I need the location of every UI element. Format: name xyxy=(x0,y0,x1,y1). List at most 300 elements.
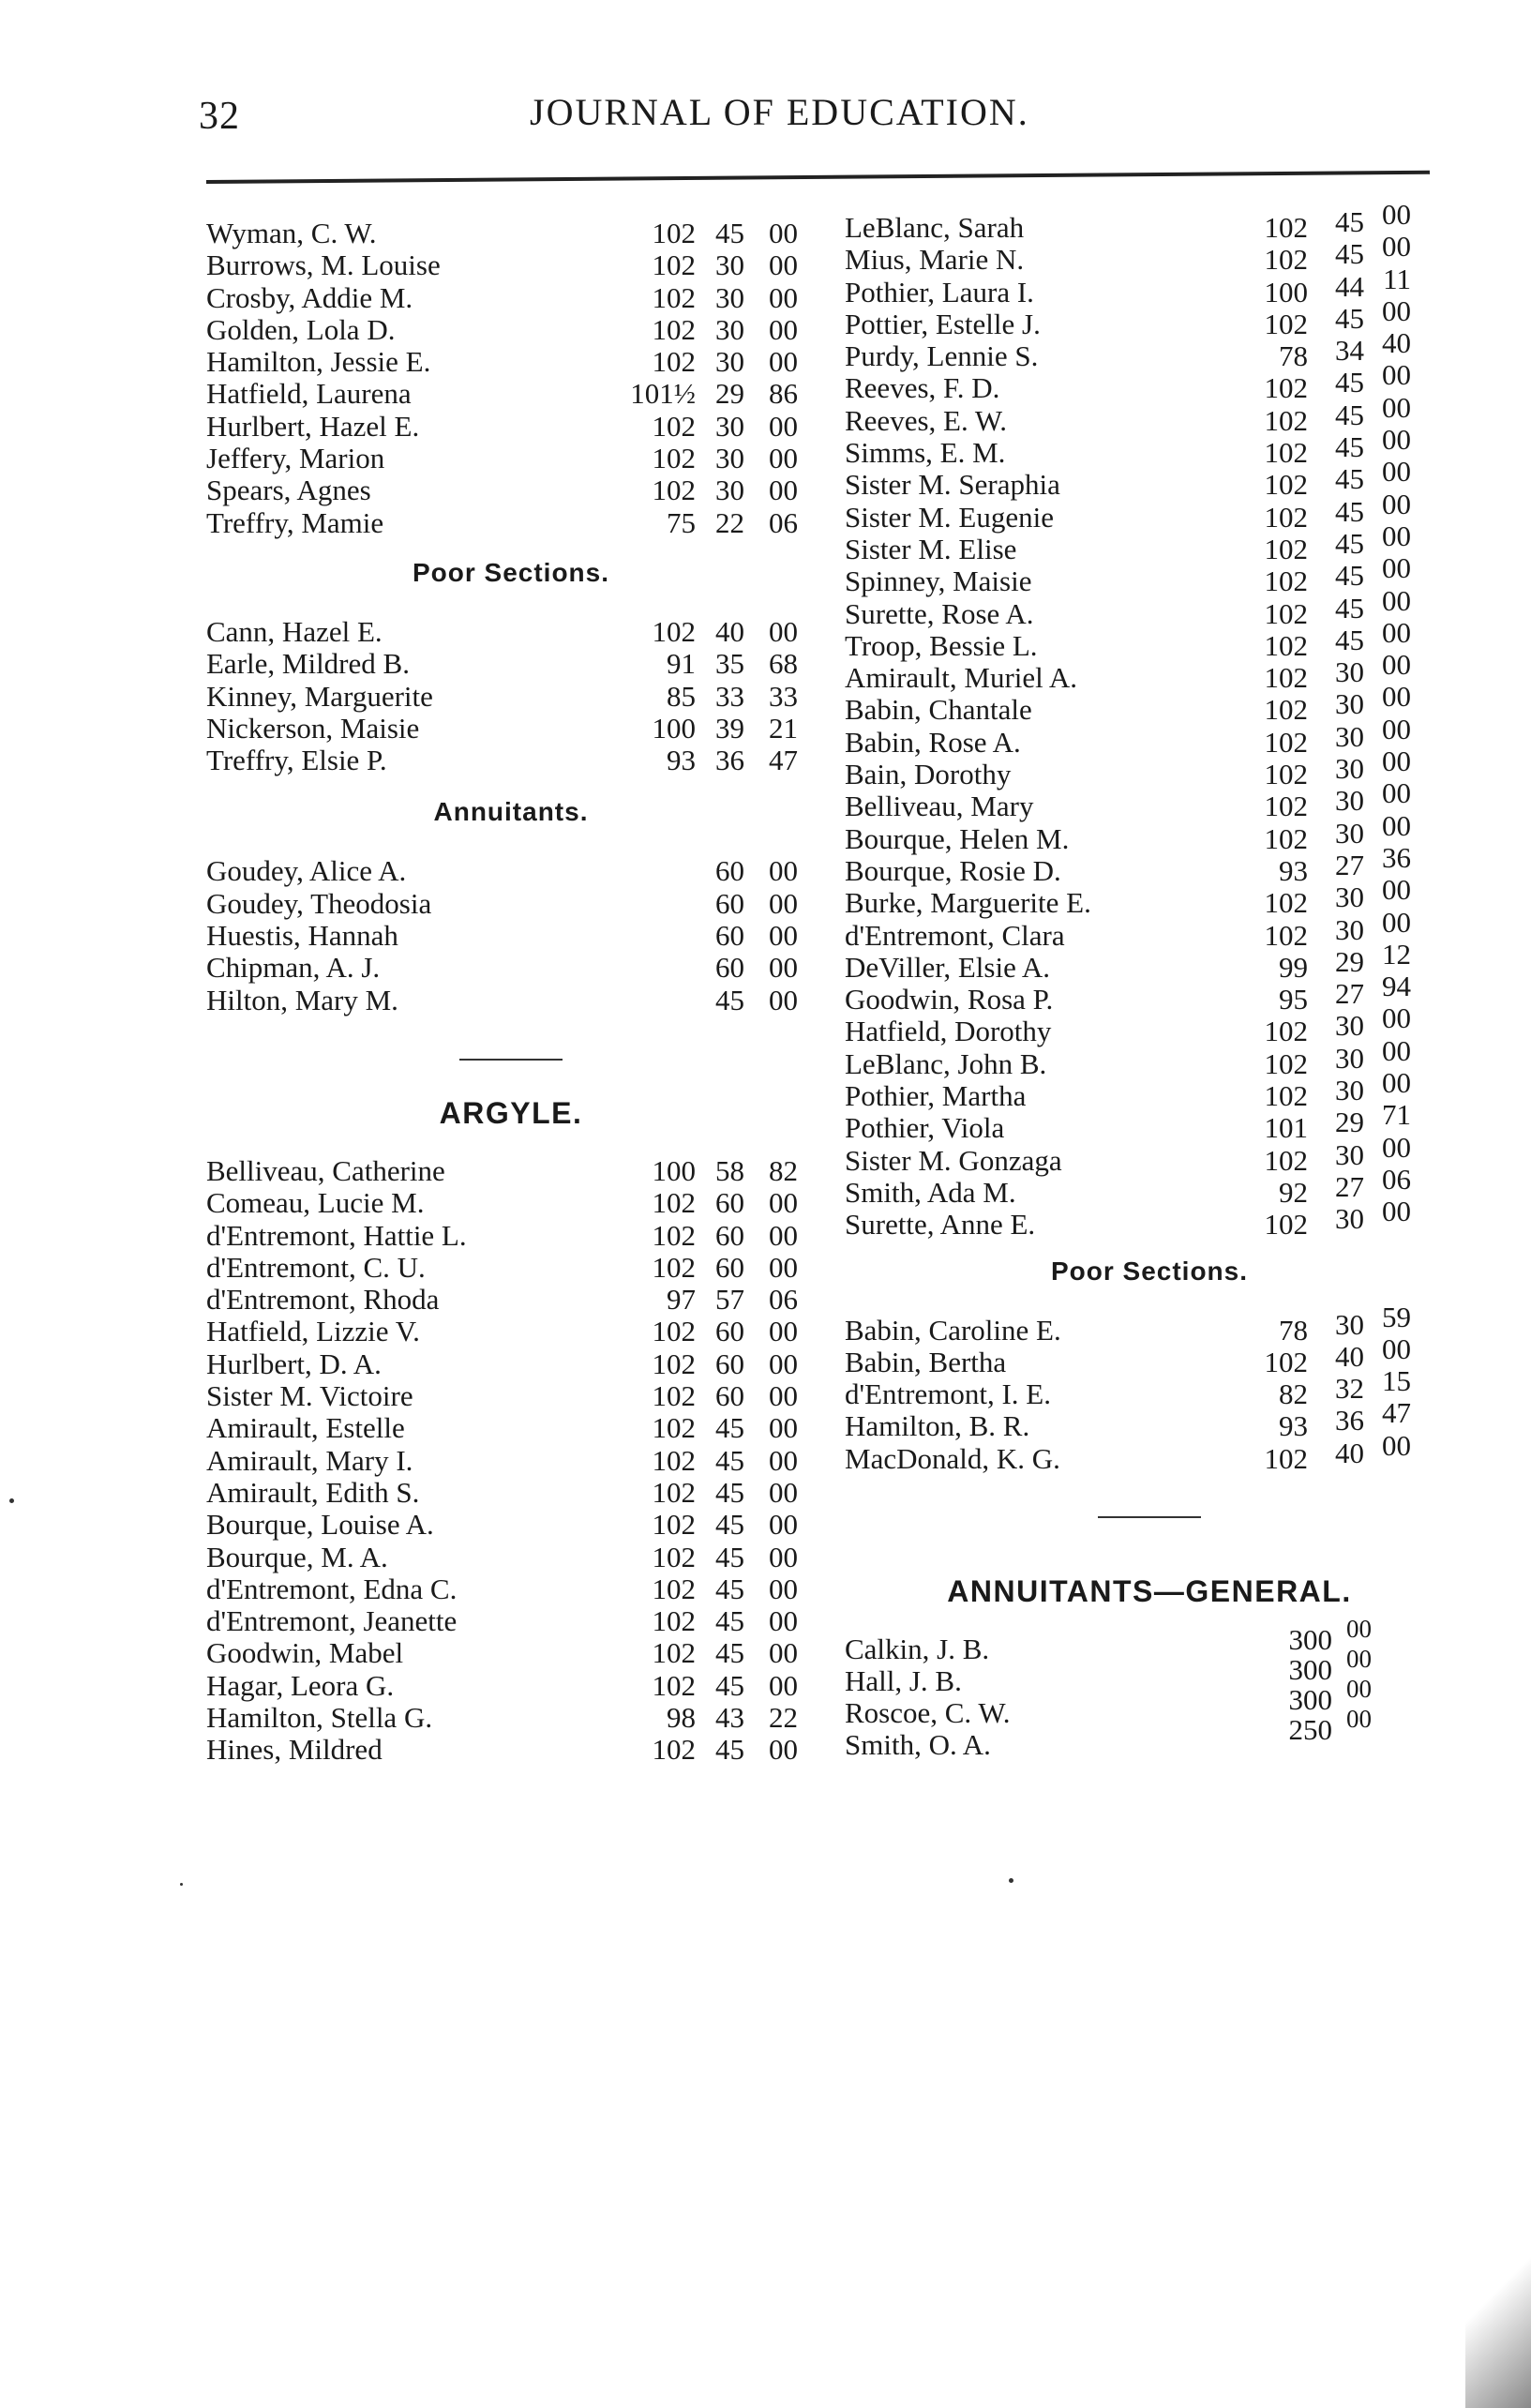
scan-speck xyxy=(1009,1878,1013,1883)
entry-cents: 00 xyxy=(769,951,798,985)
entry-amount: 45 xyxy=(715,1540,744,1573)
entry-name: Babin, Chantale xyxy=(845,693,1032,727)
list-row xyxy=(206,1284,816,1316)
entry-days: 101½ xyxy=(630,377,696,411)
entry-amount: 45 xyxy=(1335,559,1364,593)
entry-amount: 60 xyxy=(715,1379,744,1413)
entry-name: Golden, Lola D. xyxy=(206,312,396,346)
entry-cents: 00 xyxy=(1346,1704,1372,1733)
entry-days: 102 xyxy=(1264,436,1308,470)
entry-cents: 06 xyxy=(769,1283,798,1317)
entry-cents: 00 xyxy=(769,1668,798,1702)
entry-cents: 00 xyxy=(1382,583,1411,617)
list-row xyxy=(206,1477,816,1509)
entry-cents: 00 xyxy=(769,919,798,953)
entry-cents: 00 xyxy=(769,1475,798,1509)
entry-days: 102 xyxy=(652,1508,696,1542)
entry-amount: 60 xyxy=(715,1347,744,1380)
entry-amount: 30 xyxy=(1335,816,1364,850)
entry-cents: 00 xyxy=(769,886,798,920)
entry-days: 102 xyxy=(652,345,696,379)
entry-name: Bourque, Louise A. xyxy=(206,1508,434,1542)
entry-cents: 00 xyxy=(1382,1195,1411,1228)
entry-days: 102 xyxy=(1264,564,1308,598)
entry-amount: 30 xyxy=(1335,1041,1364,1075)
entry-name: Pottier, Estelle J. xyxy=(845,307,1041,340)
list-row xyxy=(206,314,816,346)
entry-name: Mius, Marie N. xyxy=(845,243,1025,277)
entry-amount: 60 xyxy=(715,951,744,985)
entry-amount: 45 xyxy=(715,1733,744,1767)
entry-cents: 06 xyxy=(769,505,798,539)
list-row xyxy=(206,952,816,984)
entry-amount: 43 xyxy=(715,1700,744,1734)
entry-cents: 00 xyxy=(1382,1428,1411,1462)
entry-cents: 00 xyxy=(1346,1614,1372,1643)
entry-cents: 06 xyxy=(1382,1162,1411,1196)
entry-amount: 36 xyxy=(1335,1404,1364,1437)
entry-days: 93 xyxy=(667,744,696,777)
entry-name: Nickerson, Maisie xyxy=(206,711,420,745)
list-row xyxy=(206,378,816,410)
entry-amount: 45 xyxy=(1335,205,1364,238)
entry-amount: 30 xyxy=(715,409,744,443)
entry-days: 102 xyxy=(652,1604,696,1638)
list-row xyxy=(206,1316,816,1347)
entry-name: Chipman, A. J. xyxy=(206,951,381,985)
entry-cents: 86 xyxy=(769,377,798,411)
entry-days: 102 xyxy=(1264,918,1308,952)
entry-name: Amirault, Mary I. xyxy=(206,1443,413,1477)
spacer xyxy=(206,588,816,616)
list-row xyxy=(206,443,816,474)
section-divider xyxy=(1098,1516,1201,1518)
entry-cents: 22 xyxy=(769,1700,798,1734)
entry-days: 82 xyxy=(1279,1377,1308,1411)
entry-amount: 45 xyxy=(1335,237,1364,271)
entry-amount: 45 xyxy=(1335,398,1364,431)
entry-name: Purdy, Lennie S. xyxy=(845,339,1039,373)
entry-days: 97 xyxy=(667,1283,696,1317)
entry-days: 102 xyxy=(652,1733,696,1767)
entry-name: Hatfield, Lizzie V. xyxy=(206,1315,420,1348)
entry-cents: 00 xyxy=(769,1572,798,1605)
entry-name: Spinney, Maisie xyxy=(845,564,1032,598)
entry-amount: 35 xyxy=(715,647,744,681)
entry-cents: 47 xyxy=(1382,1396,1411,1430)
entry-cents: 00 xyxy=(1382,551,1411,585)
entry-amount: 34 xyxy=(1335,334,1364,368)
list-row xyxy=(206,1348,816,1380)
entry-amount: 45 xyxy=(715,1604,744,1638)
entry-name: Simms, E. M. xyxy=(845,436,1006,470)
entry-days: 98 xyxy=(667,1700,696,1734)
entry-amount: 45 xyxy=(715,1572,744,1605)
entry-cents: 15 xyxy=(1382,1364,1411,1398)
entry-name: Pothier, Laura I. xyxy=(845,275,1034,309)
entry-name: Hatfield, Laurena xyxy=(206,377,412,411)
list-row xyxy=(206,920,816,952)
list-row xyxy=(206,1509,816,1541)
entry-days: 102 xyxy=(652,474,696,507)
entry-days: 102 xyxy=(652,1443,696,1477)
entry-amount: 30 xyxy=(1335,880,1364,914)
entry-amount: 30 xyxy=(1335,1307,1364,1341)
entry-cents: 00 xyxy=(769,1379,798,1413)
entry-amount: 40 xyxy=(1335,1436,1364,1469)
list-row xyxy=(206,1702,816,1734)
entry-cents: 00 xyxy=(769,1733,798,1767)
entry-days: 85 xyxy=(667,679,696,713)
entry-name: Huestis, Hannah xyxy=(206,919,398,953)
entry-days: 102 xyxy=(1264,1441,1308,1475)
entry-cents: 00 xyxy=(769,409,798,443)
entry-name: d'Entremont, Clara xyxy=(845,918,1065,952)
entry-amount: 27 xyxy=(1335,1169,1364,1203)
entry-days: 102 xyxy=(1264,371,1308,405)
entry-name: Pothier, Martha xyxy=(845,1079,1027,1113)
entry-amount: 45 xyxy=(1335,623,1364,656)
entry-amount: 45 xyxy=(1335,430,1364,464)
entry-days: 101 xyxy=(1264,1111,1308,1145)
entry-name: Reeves, E. W. xyxy=(845,403,1008,437)
entry-days: 99 xyxy=(1279,950,1308,984)
spacer xyxy=(206,1016,816,1059)
entry-cents: 00 xyxy=(769,1250,798,1284)
annuitants-general-list xyxy=(845,1614,1454,1761)
list-row xyxy=(206,855,816,887)
entry-amount: 30 xyxy=(1335,655,1364,689)
entry-amount: 30 xyxy=(715,442,744,475)
entry-cents: 00 xyxy=(1346,1674,1372,1703)
list-row xyxy=(206,1220,816,1252)
spacer xyxy=(206,1061,816,1096)
entry-days: 93 xyxy=(1279,853,1308,887)
list-row xyxy=(206,1155,816,1187)
entry-amount: 22 xyxy=(715,505,744,539)
entry-name: Smith, Ada M. xyxy=(845,1175,1016,1209)
entry-cents: 00 xyxy=(769,1347,798,1380)
entry-name: Amirault, Edith S. xyxy=(206,1475,420,1509)
entry-days: 102 xyxy=(652,442,696,475)
entry-days: 102 xyxy=(1264,468,1308,502)
entry-cents: 00 xyxy=(769,1604,798,1638)
entry-cents: 00 xyxy=(1382,680,1411,714)
spacer xyxy=(206,539,816,558)
entry-amount: 300 xyxy=(1288,1622,1332,1656)
entry-amount: 45 xyxy=(1335,462,1364,496)
entry-name: Cann, Hazel E. xyxy=(206,614,383,648)
list-row xyxy=(206,1252,816,1284)
entry-cents: 00 xyxy=(769,248,798,282)
list-row xyxy=(206,282,816,314)
entry-days: 102 xyxy=(1264,532,1308,565)
list-row xyxy=(206,1637,816,1669)
entry-cents: 00 xyxy=(769,345,798,379)
entry-cents: 71 xyxy=(1382,1098,1411,1132)
entry-days: 92 xyxy=(1279,1175,1308,1209)
spacer xyxy=(845,1242,1454,1257)
entry-days: 102 xyxy=(652,1379,696,1413)
entry-cents: 00 xyxy=(1382,390,1411,424)
entry-days: 102 xyxy=(652,1315,696,1348)
entry-amount: 45 xyxy=(1335,494,1364,528)
entry-days: 102 xyxy=(1264,821,1308,855)
list-row xyxy=(206,888,816,920)
entry-name: Hamilton, Stella G. xyxy=(206,1700,433,1734)
entry-name: DeViller, Elsie A. xyxy=(845,950,1051,984)
entry-amount: 27 xyxy=(1335,848,1364,881)
entry-amount: 45 xyxy=(715,1443,744,1477)
entry-name: d'Entremont, C. U. xyxy=(206,1250,426,1284)
entry-cents: 00 xyxy=(769,442,798,475)
entry-cents: 00 xyxy=(769,1443,798,1477)
entry-days: 102 xyxy=(652,1347,696,1380)
annuitants-list xyxy=(206,855,816,1016)
entry-cents: 00 xyxy=(769,474,798,507)
list-row xyxy=(206,346,816,378)
entry-days: 102 xyxy=(1264,1046,1308,1080)
entry-amount: 45 xyxy=(715,217,744,249)
entry-name: Sister M. Gonzaga xyxy=(845,1143,1062,1177)
entry-amount: 60 xyxy=(715,886,744,920)
entry-amount: 36 xyxy=(715,744,744,777)
entry-cents: 00 xyxy=(769,1186,798,1220)
entry-cents: 12 xyxy=(1382,937,1411,971)
entry-cents: 00 xyxy=(1382,1001,1411,1035)
left-poor-sections-heading: Poor Sections. xyxy=(412,557,610,587)
argyle-heading: ARGYLE. xyxy=(439,1095,583,1130)
entry-amount: 58 xyxy=(715,1153,744,1187)
entry-cents: 21 xyxy=(769,711,798,745)
entry-days: 75 xyxy=(667,505,696,539)
entry-name: Belliveau, Mary xyxy=(845,790,1034,823)
entry-days: 102 xyxy=(652,1636,696,1670)
entry-cents: 00 xyxy=(769,1315,798,1348)
list-row xyxy=(206,474,816,506)
entry-name: Reeves, F. D. xyxy=(845,371,1000,405)
entry-name: Pothier, Viola xyxy=(845,1111,1005,1145)
entry-amount: 300 xyxy=(1288,1652,1332,1686)
entry-name: Calkin, J. B. xyxy=(845,1632,990,1665)
entry-name: Goudey, Alice A. xyxy=(206,854,407,888)
spacer xyxy=(845,1475,1454,1516)
page-number: 32 xyxy=(199,95,240,138)
left-column xyxy=(206,218,816,1767)
entry-days: 102 xyxy=(1264,628,1308,662)
page-edge-shadow xyxy=(1465,2220,1531,2408)
argyle-list xyxy=(206,1155,816,1767)
entry-name: Hilton, Mary M. xyxy=(206,983,398,1016)
entry-cents: 00 xyxy=(1382,1332,1411,1365)
entry-amount: 30 xyxy=(1335,912,1364,946)
annuitants-general-heading: ANNUITANTS—GENERAL. xyxy=(947,1573,1352,1608)
entry-days: 102 xyxy=(1264,1208,1308,1242)
list-row xyxy=(206,681,816,713)
entry-name: Sister M. Elise xyxy=(845,532,1017,565)
entry-name: Jeffery, Marion xyxy=(206,442,385,475)
annuitants-heading: Annuitants. xyxy=(433,797,589,827)
entry-cents: 00 xyxy=(1382,423,1411,457)
entry-name: Babin, Caroline E. xyxy=(845,1313,1061,1347)
entry-cents: 00 xyxy=(769,312,798,346)
entry-days: 102 xyxy=(1264,693,1308,727)
right-poor-sections-list xyxy=(845,1300,1454,1475)
entry-amount: 60 xyxy=(715,1218,744,1252)
list-row xyxy=(206,985,816,1016)
entry-amount: 30 xyxy=(1335,1137,1364,1171)
entry-days: 102 xyxy=(1264,758,1308,791)
right-poor-sections-heading: Poor Sections. xyxy=(1050,1256,1249,1286)
entry-name: Treffry, Mamie xyxy=(206,505,384,539)
entry-cents: 68 xyxy=(769,647,798,681)
left-top-list xyxy=(206,218,816,539)
entry-cents: 00 xyxy=(769,854,798,888)
entry-amount: 45 xyxy=(715,1636,744,1670)
entry-days: 102 xyxy=(652,280,696,314)
entry-name: Goudey, Theodosia xyxy=(206,886,432,920)
left-poor-sections-list xyxy=(206,616,816,776)
scan-speck xyxy=(9,1498,14,1503)
entry-amount: 30 xyxy=(715,248,744,282)
entry-days: 78 xyxy=(1279,339,1308,373)
entry-amount: 45 xyxy=(715,1411,744,1445)
entry-cents: 47 xyxy=(769,744,798,777)
entry-days: 102 xyxy=(652,1186,696,1220)
entry-amount: 250 xyxy=(1288,1712,1332,1746)
entry-cents: 59 xyxy=(1382,1300,1411,1333)
entry-amount: 27 xyxy=(1335,977,1364,1011)
entry-name: Earle, Mildred B. xyxy=(206,647,410,681)
entry-amount: 30 xyxy=(1335,1202,1364,1236)
section-divider xyxy=(459,1059,563,1061)
entry-amount: 32 xyxy=(1335,1372,1364,1406)
list-row xyxy=(206,1445,816,1477)
entry-days: 102 xyxy=(652,217,696,249)
entry-name: Hurlbert, D. A. xyxy=(206,1347,382,1380)
entry-amount: 39 xyxy=(715,711,744,745)
list-row xyxy=(206,1412,816,1444)
entry-name: Bain, Dorothy xyxy=(845,758,1012,791)
entry-days: 100 xyxy=(652,1153,696,1187)
entry-amount: 30 xyxy=(1335,784,1364,818)
entry-cents: 00 xyxy=(769,1540,798,1573)
entry-days: 100 xyxy=(1264,275,1308,309)
entry-name: Bourque, M. A. xyxy=(206,1540,388,1573)
entry-amount: 300 xyxy=(1288,1682,1332,1716)
entry-name: Surette, Anne E. xyxy=(845,1208,1036,1242)
entry-name: Babin, Rose A. xyxy=(845,725,1021,759)
list-row xyxy=(206,713,816,745)
entry-name: Sister M. Eugenie xyxy=(845,500,1054,534)
list-row xyxy=(206,218,816,249)
entry-days: 102 xyxy=(652,614,696,648)
entry-cents: 40 xyxy=(1382,326,1411,360)
right-column xyxy=(845,198,1454,1761)
entry-amount: 40 xyxy=(1335,1339,1364,1373)
entry-days: 93 xyxy=(1279,1409,1308,1443)
entry-amount: 60 xyxy=(715,1186,744,1220)
entry-name: Surette, Rose A. xyxy=(845,596,1034,630)
entry-days: 102 xyxy=(652,248,696,282)
entry-name: Smith, O. A. xyxy=(845,1727,991,1761)
entry-cents: 00 xyxy=(1382,487,1411,520)
entry-days: 78 xyxy=(1279,1313,1308,1347)
entry-name: Comeau, Lucie M. xyxy=(206,1186,425,1220)
entry-name: Bourque, Helen M. xyxy=(845,821,1070,855)
entry-name: Spears, Agnes xyxy=(206,474,371,507)
entry-name: d'Entremont, Rhoda xyxy=(206,1283,440,1317)
list-row xyxy=(845,1428,1454,1475)
list-row xyxy=(845,1195,1454,1242)
entry-days: 95 xyxy=(1279,983,1308,1016)
entry-name: Amirault, Estelle xyxy=(206,1411,405,1445)
entry-amount: 30 xyxy=(715,345,744,379)
entry-amount: 30 xyxy=(1335,1074,1364,1107)
entry-days: 102 xyxy=(1264,1079,1308,1113)
entry-days: 102 xyxy=(1264,886,1308,920)
entry-amount: 45 xyxy=(715,983,744,1016)
entry-days: 102 xyxy=(652,1475,696,1509)
entry-days: 102 xyxy=(652,312,696,346)
entry-name: Hines, Mildred xyxy=(206,1733,383,1767)
list-row xyxy=(206,507,816,539)
journal-title: JOURNAL OF EDUCATION. xyxy=(530,91,1029,133)
list-row xyxy=(206,1542,816,1573)
entry-cents: 00 xyxy=(1382,905,1411,939)
entry-name: Wyman, C. W. xyxy=(206,217,377,249)
spacer xyxy=(206,1131,816,1155)
entry-amount: 45 xyxy=(1335,526,1364,560)
entry-cents: 00 xyxy=(1382,455,1411,489)
entry-days: 102 xyxy=(1264,725,1308,759)
entry-days: 102 xyxy=(1264,211,1308,244)
entry-cents: 00 xyxy=(1382,615,1411,649)
entry-amount: 60 xyxy=(715,854,744,888)
entry-amount: 44 xyxy=(1335,269,1364,303)
list-row xyxy=(206,616,816,648)
entry-amount: 57 xyxy=(715,1283,744,1317)
list-row xyxy=(206,648,816,680)
list-row xyxy=(206,1573,816,1605)
entry-days: 102 xyxy=(1264,500,1308,534)
entry-days: 102 xyxy=(652,1540,696,1573)
entry-cents: 94 xyxy=(1382,970,1411,1003)
entry-cents: 00 xyxy=(769,983,798,1016)
entry-amount: 30 xyxy=(1335,719,1364,753)
entry-name: Hatfield, Dorothy xyxy=(845,1015,1052,1048)
entry-cents: 82 xyxy=(769,1153,798,1187)
entry-cents: 00 xyxy=(1382,745,1411,778)
entry-days: 102 xyxy=(652,1250,696,1284)
entry-cents: 00 xyxy=(769,1636,798,1670)
entry-amount: 30 xyxy=(1335,687,1364,721)
list-row xyxy=(206,1605,816,1637)
list-row xyxy=(206,249,816,281)
scan-speck xyxy=(180,1883,183,1886)
entry-name: Hurlbert, Hazel E. xyxy=(206,409,420,443)
entry-cents: 00 xyxy=(769,1508,798,1542)
entry-days: 102 xyxy=(652,1218,696,1252)
entry-cents: 00 xyxy=(769,1218,798,1252)
header-rule xyxy=(206,171,1430,184)
entry-cents: 00 xyxy=(1382,198,1411,231)
entry-name: Crosby, Addie M. xyxy=(206,280,413,314)
entry-cents: 00 xyxy=(1382,776,1411,810)
entry-amount: 60 xyxy=(715,1250,744,1284)
entry-name: d'Entremont, Edna C. xyxy=(206,1572,458,1605)
entry-name: Amirault, Muriel A. xyxy=(845,661,1077,695)
